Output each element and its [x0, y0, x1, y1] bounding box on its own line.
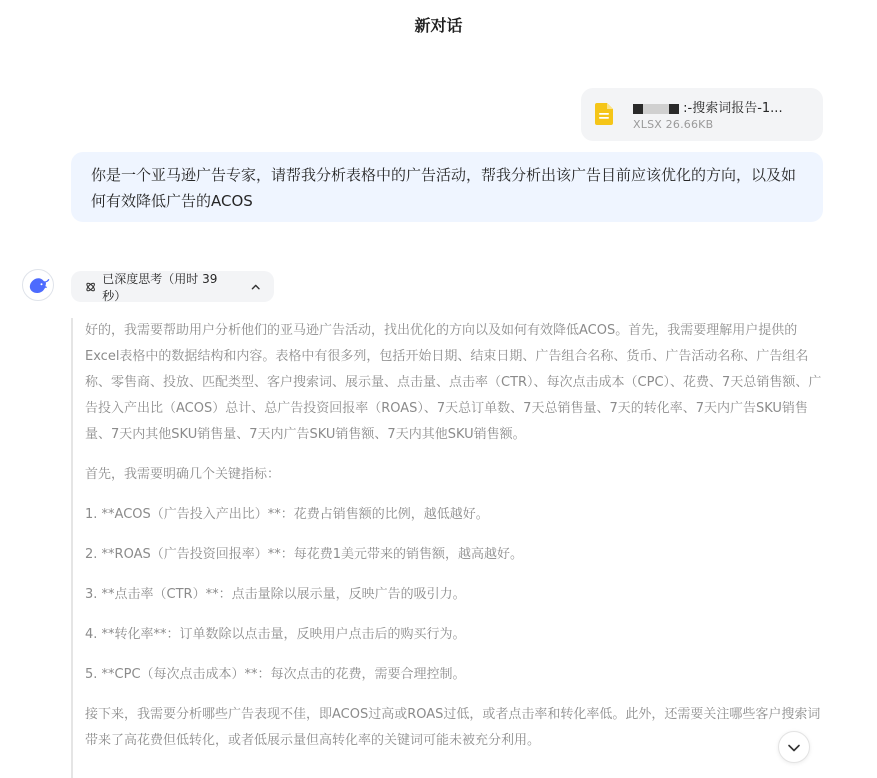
scroll-to-bottom-button[interactable]: [778, 731, 810, 763]
attachment-name-text: :-搜索词报告-1...: [683, 101, 783, 116]
user-message: 你是一个亚马逊广告专家，请帮我分析表格中的广告活动，帮我分析出该广告目前应该优化的方向，以及如何有效降低广告的ACOS: [71, 152, 823, 222]
redacted-block: [643, 104, 669, 114]
thinking-label: 已深度思考（用时 39 秒）: [102, 271, 218, 303]
chevron-up-icon: [251, 282, 260, 292]
attachment-card[interactable]: [581, 88, 823, 141]
attachment-name: [633, 97, 813, 116]
document-icon: [595, 103, 613, 125]
thinking-content: [71, 318, 831, 778]
page-title: 新对话: [414, 16, 463, 35]
whale-logo-icon: [28, 276, 50, 294]
thinking-paragraph: 3. **点击率（CTR）**：点击量除以展示量，反映广告的吸引力。: [85, 587, 466, 602]
attachment-meta: XLSX 26.66KB: [633, 118, 714, 131]
thinking-paragraph: 2. **ROAS（广告投资回报率）**：每花费1美元带来的销售额，越高越好。: [85, 547, 523, 562]
thinking-paragraph: 首先，我需要明确几个关键指标：: [85, 467, 281, 482]
thinking-paragraph: 4. **转化率**：订单数除以点击量，反映用户点击后的购买行为。: [85, 627, 466, 642]
assistant-avatar: [22, 269, 54, 301]
redacted-block: [633, 104, 643, 114]
chevron-down-icon: [787, 741, 801, 755]
atom-icon: [85, 281, 96, 293]
thinking-toggle[interactable]: [71, 271, 274, 302]
thinking-paragraph: 5. **CPC（每次点击成本）**：每次点击的花费，需要合理控制。: [85, 667, 466, 682]
redacted-block: [669, 104, 679, 114]
thinking-paragraph: 好的，我需要帮助用户分析他们的亚马逊广告活动，找出优化的方向以及如何有效降低ACOS。首先，我需要理解用户提供的Excel表格中的数据结构和内容。表格中有很多列，包括开始日期、结束日期、广告组合名称、货币、广告活动名称、广告组名称、零售商、投放、匹配类型、客户搜索词、展示量、点击量、点击率（CTR）、每次点击成本（CPC）、花费、7天总销售额、广告投入产出比（ACOS）总计、总广告投资回报率（ROAS）、7天总订单数、7天总销售量、7天的转化率、7天内广告SKU销售量、7天内其他SKU销售量、7天内广告SKU销售额、7天内其他SKU销售额。: [85, 323, 822, 442]
thinking-paragraph: 接下来，我需要分析哪些广告表现不佳，即ACOS过高或ROAS过低，或者点击率和转化率低。此外，还需要关注哪些客户搜索词带来了高花费但低转化，或者低展示量但高转化率的关键词可能未被充分利用。: [85, 707, 821, 748]
thinking-paragraph: 1. **ACOS（广告投入产出比）**：花费占销售额的比例，越低越好。: [85, 507, 489, 522]
